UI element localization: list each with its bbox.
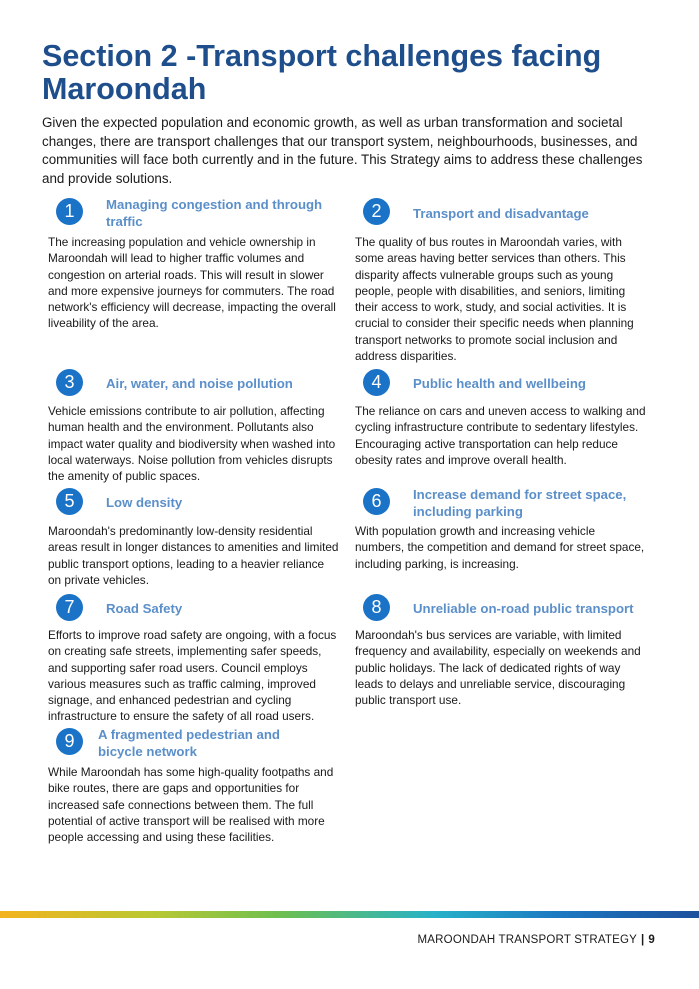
page-title: Section 2 -Transport challenges facing Maroondah — [42, 39, 602, 106]
challenge-body: Maroondah's bus services are variable, with limited frequency and availability, especially on weekends and public holidays. The lack of dedicated rights of way leads to delays and unreliable service, discouraging public transport use. — [355, 628, 641, 708]
challenge-body: Maroondah's predominantly low-density residential areas result in longer distances to amenities and limited public transport options, leading to a heavier reliance on private vehicles. — [48, 524, 339, 587]
number-badge-icon: 6 — [363, 488, 390, 515]
challenge-heading: Low density — [106, 495, 183, 510]
number-badge-icon: 2 — [363, 198, 390, 225]
footer-label: MAROONDAH TRANSPORT STRATEGY — [417, 934, 637, 946]
challenge-heading: Transport and disadvantage — [413, 206, 589, 221]
challenge-body: While Maroondah has some high-quality footpaths and bike routes, there are gaps and opportunities for increased safe connections between them. The full potential of active transport will be realised with more people accessing and using these facilities. — [48, 765, 334, 845]
challenge-heading: Increase demand for street space, including parking — [413, 487, 627, 519]
challenge-heading: Public health and wellbeing — [413, 376, 586, 391]
footer-gradient-bar — [0, 911, 699, 918]
challenge-body: Vehicle emissions contribute to air pollution, affecting human health and the environment. Pollutants also impact water quality and biodiversity when washed into local waterways. Noise pollution from vehicles disrupts the amenity of public spaces. — [48, 404, 336, 484]
page-number: 9 — [648, 934, 655, 946]
challenge-body: Efforts to improve road safety are ongoing, with a focus on creating safe streets, implementing safer speeds, and supporting safer road users. Council employs various measures such as traffic calming, improved signage, and enhanced pedestrian and cycling infrastructure to ensure the safety of all road users. — [48, 628, 337, 724]
number-badge-icon: 1 — [56, 198, 83, 225]
footer — [418, 934, 655, 946]
challenge-body: The reliance on cars and uneven access to walking and cycling infrastructure contribute to sedentary lifestyles. Encouraging active transportation can help reduce obesity rates and improve overall health. — [355, 404, 646, 467]
challenge-heading: Road Safety — [106, 601, 183, 616]
challenge-heading: Unreliable on-road public transport — [413, 601, 634, 616]
challenge-body: With population growth and increasing vehicle numbers, the competition and demand for street space, including parking, is increasing. — [355, 524, 645, 571]
number-badge-icon: 8 — [363, 594, 390, 621]
number-badge-icon: 7 — [56, 594, 83, 621]
footer-separator: | — [640, 934, 645, 946]
challenge-heading: Managing congestion and through traffic — [106, 197, 323, 229]
number-badge-icon: 4 — [363, 369, 390, 396]
challenge-heading: A fragmented pedestrian and bicycle network — [98, 727, 280, 759]
challenge-body: The quality of bus routes in Maroondah varies, with some areas having better services than others. This disparity affects vulnerable groups such as young people, people with disabilities, and seniors, limiting their access to work, study, and social activities. It is crucial to consider their specific needs when planning transport networks to promote social inclusion and address disparities. — [355, 235, 634, 364]
intro-paragraph: Given the expected population and economic growth, as well as urban transformation and societal changes, there are transport challenges that our transport system, neighbourhoods, businesses, and communities will face both currently and in the future. This Strategy aims to address these challenges and provide solutions. — [42, 115, 643, 186]
number-badge-icon: 3 — [56, 369, 83, 396]
number-badge-icon: 5 — [56, 488, 83, 515]
challenge-heading: Air, water, and noise pollution — [106, 376, 293, 391]
challenge-body: The increasing population and vehicle ownership in Maroondah will lead to higher traffic volumes and congestion on arterial roads. This will result in slower and more expensive journeys for commuters. The road network's efficiency will decrease, impacting the overall liveability of the area. — [48, 235, 336, 331]
number-badge-icon: 9 — [56, 728, 83, 755]
